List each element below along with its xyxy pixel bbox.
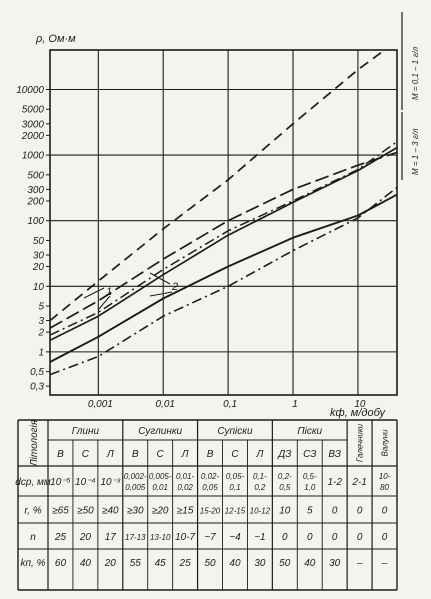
table-cell: ~7 <box>204 532 216 543</box>
label-leaders <box>84 273 172 310</box>
table-cell: 0,2 <box>254 483 266 492</box>
table-subheader: В <box>131 449 139 460</box>
table-cell: ~4 <box>229 532 241 543</box>
y-tick-label: 50 <box>32 235 44 247</box>
y-tick-labels <box>16 85 50 393</box>
table-cell: 10-7 <box>175 532 196 543</box>
annotation-mineralization-lower: M = 1 – 3 г/л <box>411 128 420 175</box>
y-tick-label: 200 <box>27 196 44 208</box>
table-cell: 10- <box>378 472 391 481</box>
table-subheader: ДЗ <box>278 449 292 460</box>
table-cell: 40 <box>229 558 241 569</box>
table-row-label: r, % <box>24 505 42 517</box>
x-tick-label: 10 <box>354 399 366 410</box>
table-cell: 0 <box>381 505 388 517</box>
table-cell: 50 <box>279 558 291 569</box>
series-line-1 <box>50 41 397 321</box>
table-cell: 10⁻³ <box>100 477 121 488</box>
table-cell: 1-2 <box>327 477 342 488</box>
y-tick-label: 10000 <box>16 84 44 96</box>
y-tick-label: 5 <box>38 301 44 313</box>
table-cell: 2-1 <box>352 477 367 488</box>
table-cell: 0,05- <box>225 472 245 481</box>
table-cell: ≥15 <box>176 505 194 517</box>
y-tick-label: 500 <box>27 170 44 182</box>
table-cell: – <box>381 558 388 569</box>
table-row-label: kп, % <box>20 558 46 569</box>
table-row-label: dср, мм <box>15 477 51 488</box>
table-subheader: В <box>206 449 214 460</box>
table-cell: 1,0 <box>304 483 316 492</box>
table-cell: 5 <box>306 505 313 517</box>
table-subheader: С <box>231 449 239 460</box>
table-group-label: Піски <box>297 426 323 437</box>
table-cell: 50 <box>204 558 216 569</box>
table-cell: 30 <box>254 558 266 569</box>
y-tick-label: 300 <box>27 184 44 196</box>
y-tick-label: 20 <box>32 262 44 274</box>
y-tick-label: 3000 <box>21 119 44 131</box>
table-cell: 0,1 <box>229 483 241 492</box>
table-cell: 0,002- <box>123 472 147 481</box>
table-cell: 10-12 <box>249 506 271 516</box>
curve-label-2: 2 <box>172 281 179 293</box>
table-group-label: Суглинки <box>138 426 183 437</box>
table-row-header: Літологія <box>29 419 40 467</box>
table-cell: 20 <box>79 532 91 543</box>
table-row-label: n <box>30 532 36 543</box>
table-subheader: СЗ <box>303 449 317 460</box>
y-axis-label: ρ, Ом·м <box>36 33 76 45</box>
table-cell: 13-10 <box>149 533 171 542</box>
series-lines <box>50 41 397 375</box>
series-line-3 <box>50 152 397 328</box>
table-group-label: Валуни <box>380 429 390 457</box>
table-cell: ≥40 <box>102 505 119 517</box>
table-subheader: Л <box>181 449 189 460</box>
table-cell: 0 <box>356 505 363 517</box>
table-cell: 0,5- <box>302 472 317 481</box>
table-cell: 0,2- <box>277 472 292 481</box>
lithology-table <box>15 419 397 590</box>
table-cell: 17-13 <box>125 533 146 542</box>
table-cell: 17 <box>104 532 116 543</box>
table-cell: – <box>356 558 363 569</box>
table-cell: 12-15 <box>224 506 246 516</box>
table-cell: 10⁻⁵ <box>50 477 71 488</box>
table-subheader: В <box>57 449 64 460</box>
table-cell: ≥50 <box>77 505 94 517</box>
table-cell: 0 <box>381 532 388 543</box>
table-cell: 60 <box>54 558 67 569</box>
table-cell: 0,01 <box>152 483 168 492</box>
table-cell: 25 <box>54 532 67 543</box>
y-tick-label: 0,5 <box>30 367 44 379</box>
y-tick-label: 2000 <box>21 130 44 142</box>
table-cell: ≥65 <box>52 505 69 517</box>
y-tick-label: 30 <box>32 250 44 262</box>
table-subheader: ВЗ <box>328 449 341 460</box>
table-cell: ≥20 <box>151 505 169 517</box>
table-cell: 0 <box>356 532 363 543</box>
table-cell: 0,5 <box>279 483 291 492</box>
y-tick-label: 1 <box>38 347 44 359</box>
table-cell: 25 <box>179 558 191 569</box>
table-cell: 45 <box>154 558 166 569</box>
curve-label-1: 1 <box>106 286 113 298</box>
x-tick-label: 0,001 <box>87 399 113 410</box>
table-cell: ~1 <box>254 532 266 543</box>
table-cell: 0 <box>331 532 338 543</box>
table-cell: 0,005- <box>148 472 172 481</box>
table-cell: 10 <box>279 505 291 517</box>
table-cell: 15-20 <box>199 506 221 516</box>
series-line-6 <box>50 188 397 375</box>
x-tick-label: 1 <box>292 399 298 410</box>
table-group-label: Глини <box>71 426 100 437</box>
y-tick-label: 2 <box>38 327 44 339</box>
leader-2a <box>150 273 170 284</box>
table-group-label: Галечники <box>355 423 365 463</box>
x-tick-label: 0,1 <box>223 399 238 410</box>
table-cell: 0 <box>306 532 313 543</box>
table-cell: 0,05 <box>202 483 218 492</box>
table-cell: ≥30 <box>126 505 144 517</box>
table-cell: 20 <box>104 558 116 569</box>
table-group-label: Супіски <box>217 426 253 437</box>
table-subheader: Л <box>106 449 114 460</box>
table-cell: 0 <box>331 505 338 517</box>
y-tick-label: 100 <box>27 216 44 228</box>
table-cell: 40 <box>304 558 316 569</box>
series-line-4 <box>50 148 397 341</box>
table-cell: 0 <box>282 532 288 543</box>
table-subheader: С <box>81 449 90 460</box>
y-tick-label: 5000 <box>21 104 44 116</box>
table-cell: 40 <box>79 558 91 569</box>
y-tick-label: 1000 <box>21 150 44 162</box>
table-cell: 0,1- <box>252 472 267 481</box>
table-cell: 10⁻⁴ <box>75 477 96 488</box>
y-tick-label: 3 <box>38 316 44 328</box>
table-cell: 30 <box>329 558 341 569</box>
table-cell: 80 <box>380 483 389 492</box>
annotation-mineralization-upper: M = 0,1 – 1 г/л <box>411 46 420 100</box>
table-cell: 55 <box>129 558 141 569</box>
x-axis-label: kф, м/добу <box>330 407 386 419</box>
x-tick-labels <box>88 399 366 410</box>
table-subheader: С <box>156 449 164 460</box>
table-cell: 0,01- <box>175 472 195 481</box>
table-cell: 0,02 <box>177 483 193 492</box>
table-cell: 0,02- <box>200 472 220 481</box>
table-cell: 0,005 <box>125 483 146 492</box>
table-subheader: Л <box>256 449 264 460</box>
x-tick-label: 0,01 <box>155 399 175 410</box>
y-tick-label: 0,3 <box>30 381 44 393</box>
y-tick-label: 10 <box>32 281 44 293</box>
